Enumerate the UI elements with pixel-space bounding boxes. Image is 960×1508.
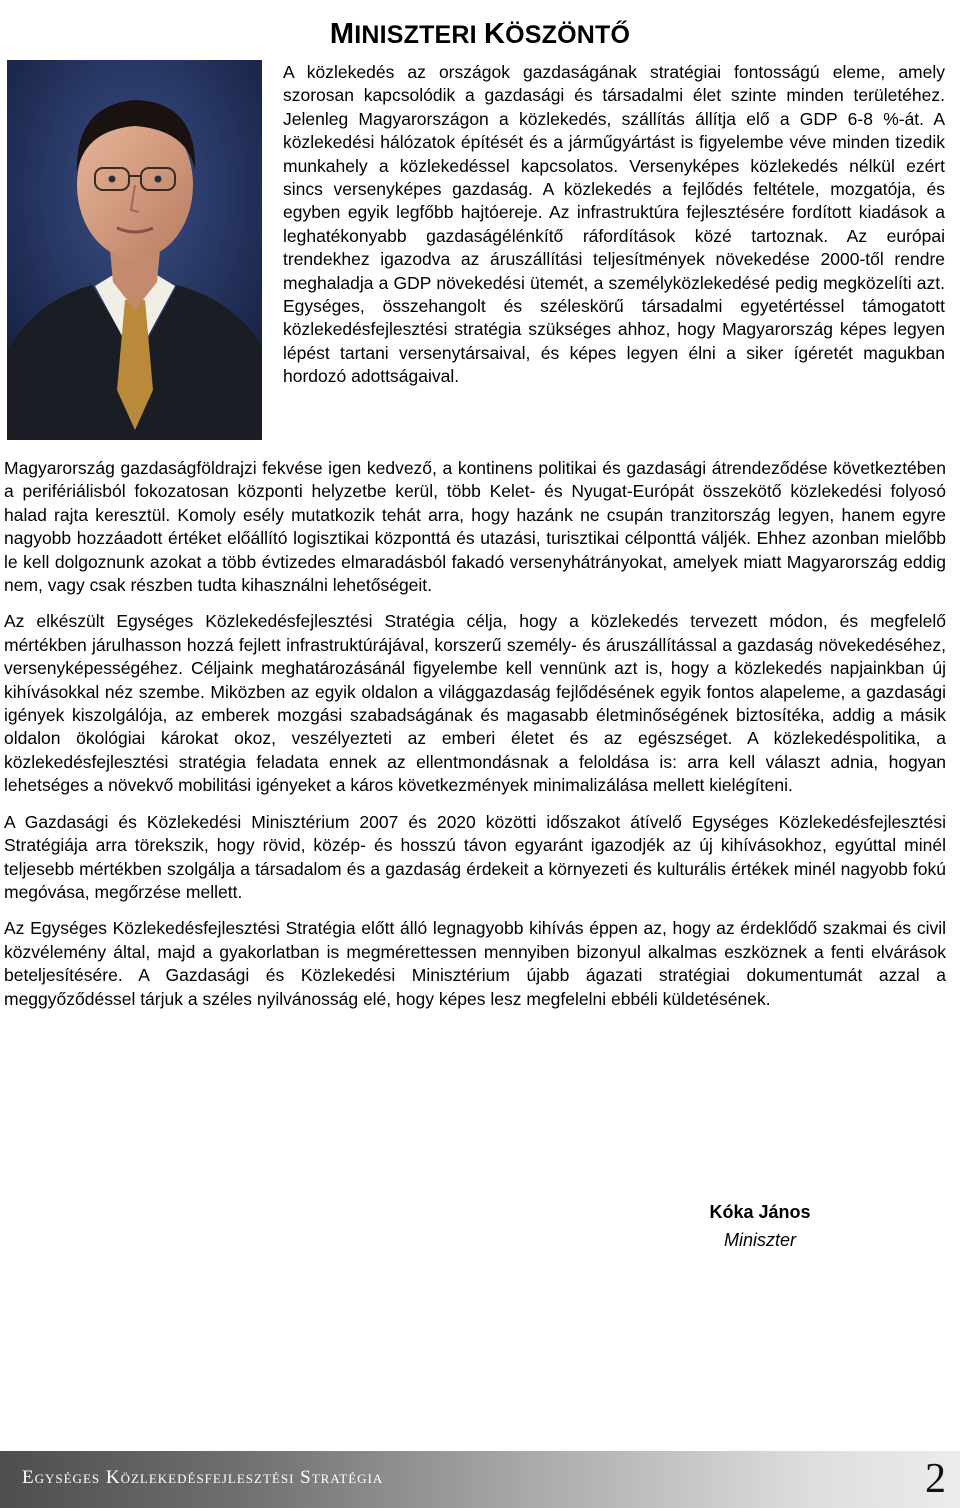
minister-portrait-photo xyxy=(7,60,262,440)
title-initial-k: K xyxy=(483,17,506,50)
page-footer xyxy=(0,1451,960,1508)
footer-title: Egységes Közlekedésfejlesztési Stratégia xyxy=(22,1467,384,1488)
paragraph-4: Az Egységes Közlekedésfejlesztési Stratégia előtt álló legnagyobb kihívás éppen az, hogy az érdeklődő szakmai és civil közvélemény által, majd a gyakorlatban is megmérettessen mennyiben bizonyul alkalmas eszköznek a fenti elvárások beteljesítésére. A Gazdasági és Közlekedési Minisztérium újabb ágazati stratégiai dokumentumát azzal a meggyőződéssel tárjuk a széles nyilvánosság elé, hogy képes lesz megfelelni ebbéli küldetésének. xyxy=(4,918,946,1009)
signature-block xyxy=(600,1198,920,1254)
main-text xyxy=(4,457,946,1024)
page-number: 2 xyxy=(925,1456,946,1502)
title-rest-1: INISZTERI xyxy=(354,20,484,49)
title-initial-m: M xyxy=(329,17,355,50)
paragraph-2: Az elkészült Egységes Közlekedésfejlesztési Stratégia célja, hogy a közlekedés tervezett módon, és megfelelő mértékben járulhasson hozzá fejlett infrastruktúrájával, korszerű személy- és áruszállítással a gazdaság növekedéséhez, versenyképességéhez. Céljaink meghatározásánál figyelembe kell vennünk azt is, hogy a közlekedés napjainkban új kihívásokkal néz szembe. Miközben az egyik oldalon a világgazdaság fejlődésének egyik fontos alapeleme, a gazdasági igények kiszolgálója, az emberek mozgási szabadságának és magasabb életminőségének biztosítéka, addig a másik oldalon ökológiai károkat okoz, veszélyezteti az emberi életet és az egészséget. A közlekedéspolitika, a közlekedésfejlesztési stratégia feladata ennek az ellentmondásnak a feloldása is: arra kell választ adnia, hogyan lehetséges a növekvő mobilitási igényeket a káros következmények minimalizálása mellett kielégíteni. xyxy=(4,611,946,796)
signatory-name: Kóka János xyxy=(709,1202,811,1222)
signatory-role: Miniszter xyxy=(723,1230,796,1250)
title-rest-2: ÖSZÖNTŐ xyxy=(505,20,631,49)
page-title xyxy=(0,17,960,52)
paragraph-1: Magyarország gazdaságföldrajzi fekvése igen kedvező, a kontinens politikai és gazdasági átrendeződése következtében a perifériálisból fokozatosan központi helyzetbe kerül, több Kelet- és Nyugat-Európát összekötő közlekedési folyosó halad rajta keresztül. Komoly esély mutatkozik tehát arra, hogy hazánk ne csupán tranzitország legyen, hanem egyre nagyobb hozzáadott értéket előállító logisztikai központtá és utazási, turisztikai célponttá váljék. Ehhez azonban mielőbb le kell dolgoznunk azokat a több évtizedes elmaradásból fakadó versenyhátrányokat, amelyek miatt Magyarország eddig nem, vagy csak részben tudta kihasználni lehetőségeit. xyxy=(4,458,946,596)
intro-paragraph: A közlekedés az országok gazdaságának stratégiai fontosságú eleme, amely szorosan kapcsolódik a gazdasági és társadalmi élet szinte minden területéhez. Jelenleg Magyarországon a közlekedés, szállítás állítja elő a GDP 6-8 %-át. A közlekedési hálózatok építését és a járműgyártást is figyelembe véve minden tizedik munkahely a közlekedéssel kapcsolatos. Versenyképes közlekedés nélkül ezért sincs versenyképes gazdaság. A közlekedés a fejlődés feltétele, mozgatója, és egyben egyik legfőbb hajtóereje. Az infrastruktúra fejlesztésére fordított kiadások a leghatékonyabb gazdaságélénkítő ráfordítások közé tartoznak. Az európai trendekhez igazodva az áruszállítási teljesítmények növekedése 2000-től rendre meghaladja a GDP növekedési ütemét, a személyközlekedésé pedig megközelíti azt. Egységes, összehangolt és széleskörű társadalmi egyetértéssel támogatott közlekedésfejlesztési stratégia szükséges ahhoz, hogy Magyarország képes legyen lépést tartani versenytársaival, és képes legyen élni a siker ígéretét magukban hordozó adottságaival. xyxy=(283,62,945,387)
paragraph-3: A Gazdasági és Közlekedési Minisztérium 2007 és 2020 közötti időszakot átívelő Egységes Közlekedésfejlesztési Stratégiája arra törekszik, hogy rövid, közép- és hosszú távon egyaránt igazodjék az új kihívásokhoz, egyúttal minél teljesebb mértékben szolgálja a társadalom és a gazdaság érdekeit a környezeti és kulturális értékek minél nagyobb fokú megóvása, megőrzése mellett. xyxy=(4,811,946,902)
portrait-illustration xyxy=(7,60,262,440)
